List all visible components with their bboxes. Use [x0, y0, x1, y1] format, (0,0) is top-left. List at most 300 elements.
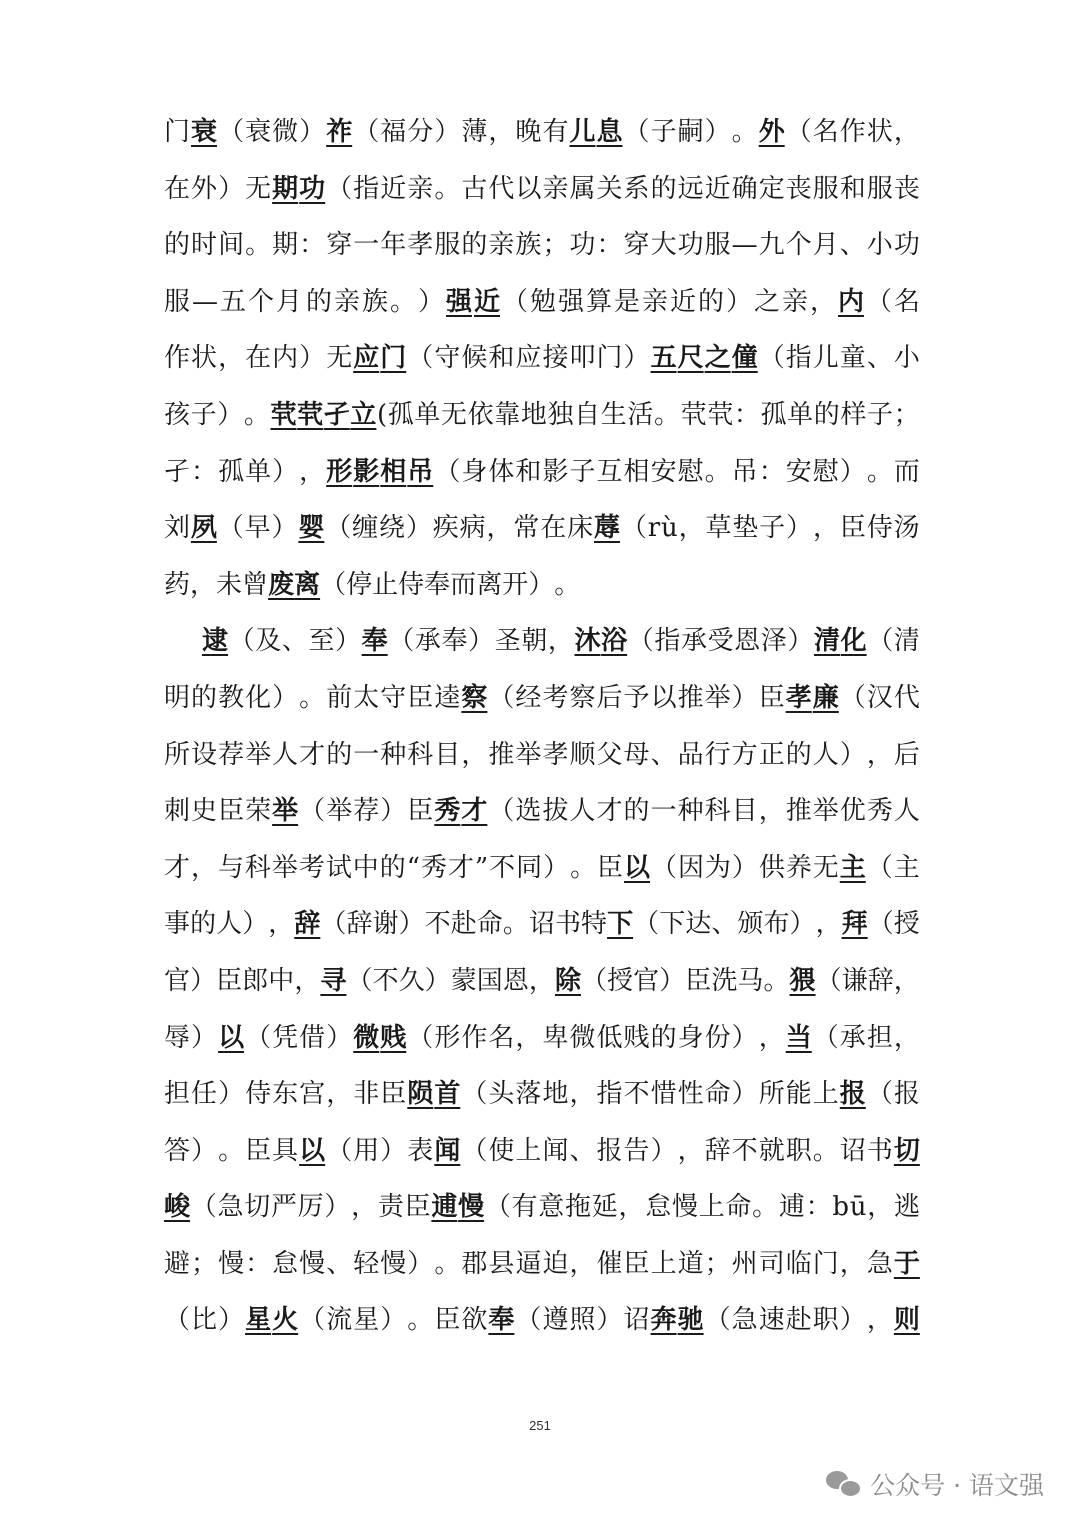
text-line [164, 1236, 920, 1293]
text-char: 卑 [542, 1022, 569, 1053]
text-char: ， [268, 909, 295, 940]
text-char: 延 [591, 1192, 618, 1223]
text-char: 人 [812, 739, 839, 770]
text-char: 所 [758, 1079, 785, 1110]
text-char: ： [733, 399, 760, 430]
text-char: ） [217, 399, 244, 430]
annotated-term-char: 孝 [785, 682, 812, 713]
text-char: 拖 [565, 1192, 592, 1223]
text-char: 行 [704, 739, 731, 770]
text-char: ） [299, 117, 326, 147]
text-char: 人 [569, 796, 596, 827]
text-char: 恩 [502, 965, 529, 996]
text-char: 性 [677, 1079, 704, 1110]
text-char: 近 [704, 173, 731, 204]
annotated-term-char: 逋 [431, 1192, 458, 1223]
annotated-term-char: 息 [596, 117, 623, 147]
text-char: （ [217, 513, 244, 544]
text-char: 月 [275, 286, 302, 317]
text-char: 微 [272, 117, 299, 147]
text-line [164, 1292, 920, 1349]
text-char: 的 [191, 682, 218, 713]
text-char: 形 [434, 1022, 461, 1053]
text-char: ： [299, 230, 326, 261]
text-char: （ [407, 1022, 434, 1053]
text-char: 以 [515, 173, 542, 204]
text-char: 。 [434, 173, 461, 204]
text-char: 外 [191, 173, 218, 204]
text-char: 上 [515, 1135, 542, 1166]
text-char: 。 [704, 456, 731, 487]
text-char: 侍 [245, 1079, 272, 1110]
text-char: 单 [787, 399, 814, 430]
text-char: 叩 [569, 343, 596, 374]
text-char: 间 [218, 230, 245, 261]
annotated-term-char: 峻 [164, 1192, 191, 1223]
text-char: ， [515, 1022, 542, 1053]
text-char: 身 [461, 456, 488, 487]
text-char: 臣 [407, 796, 434, 827]
text-char: 。 [554, 569, 581, 600]
text-char: 福 [380, 117, 407, 147]
text-char: ） [725, 286, 752, 317]
text-char: （ [581, 965, 608, 996]
text-char: 郡 [461, 1248, 488, 1279]
text-char: ） [731, 682, 758, 713]
text-char: 布 [763, 909, 790, 940]
text-char: ） [326, 1022, 353, 1053]
text-char: 功 [569, 230, 596, 261]
text-char: 之 [753, 286, 780, 317]
text-char: （ [299, 1305, 326, 1336]
text-char: 的 [785, 739, 812, 770]
text-char: （ [326, 173, 353, 204]
text-char: ： [245, 1248, 272, 1279]
text-char: 亲 [488, 230, 515, 261]
text-char: ， [815, 909, 842, 940]
text-char: 的 [650, 173, 677, 204]
text-char: （ [620, 513, 647, 544]
text-char: 拔 [542, 796, 569, 827]
text-char: 孤 [218, 456, 245, 487]
annotated-term-char: 蓐 [594, 513, 621, 544]
annotated-term-char: 茕 [270, 399, 297, 430]
text-char: 才 [447, 852, 474, 883]
watermark-text: 公众号 · 语文强 [870, 1471, 1044, 1500]
text-char: 书 [866, 1135, 893, 1166]
text-char: ， [528, 965, 555, 996]
text-char: ） [272, 682, 299, 713]
text-char: 而 [893, 456, 920, 487]
text-char: 具 [272, 1135, 299, 1166]
text-char: 。 [731, 117, 758, 147]
annotated-term-char: 下 [607, 909, 634, 940]
text-line [164, 274, 920, 331]
text-char: 辞 [704, 1135, 731, 1166]
text-char: 表 [407, 1135, 434, 1166]
text-char: 和 [488, 343, 515, 374]
text-line [164, 1123, 920, 1180]
text-char: 州 [731, 1248, 758, 1279]
text-char: 辞 [867, 965, 894, 996]
text-char: 服 [434, 230, 461, 261]
text-line [164, 670, 920, 727]
text-char: 九 [758, 230, 785, 261]
text-char: 诏 [528, 909, 555, 940]
text-char: 职 [812, 1305, 839, 1336]
text-char: （ [785, 117, 812, 147]
document-body-text [164, 104, 920, 1349]
text-char: （ [812, 1022, 839, 1053]
annotated-term-char: 才 [461, 796, 488, 827]
text-char: ， [813, 513, 840, 544]
text-char: ， [758, 1022, 785, 1053]
annotated-term-char: 奉 [488, 1305, 515, 1336]
text-char: 童 [839, 343, 866, 374]
text-char: （ [346, 965, 373, 996]
text-char: （ [388, 626, 415, 657]
text-char: 举 [704, 682, 731, 713]
text-char: 小 [893, 343, 920, 374]
text-char: 科 [407, 739, 434, 770]
text-char: 无 [441, 399, 468, 430]
annotated-term-char: 当 [785, 1022, 812, 1053]
text-char: （ [325, 513, 352, 544]
text-char: 名 [893, 286, 920, 317]
text-char: 慢 [299, 1248, 326, 1279]
text-char: 活 [627, 399, 654, 430]
text-char: 承 [680, 626, 707, 657]
text-char: 在 [164, 173, 191, 204]
text-char: 地 [520, 399, 547, 430]
text-char: ， [758, 796, 785, 827]
text-char: 丧 [893, 173, 920, 204]
text-char: ， [569, 1248, 596, 1279]
text-char: 举 [812, 796, 839, 827]
text-char: 常 [513, 513, 540, 544]
text-char: 安 [785, 456, 812, 487]
text-char: 不 [489, 852, 516, 883]
text-char: 一 [650, 796, 677, 827]
text-char: （ [228, 626, 255, 657]
annotated-term-char: 强 [445, 286, 472, 317]
text-char: 。 [654, 399, 681, 430]
text-char: 怠 [272, 1248, 299, 1279]
text-char: 。 [866, 456, 893, 487]
text-char: 迫 [542, 1248, 569, 1279]
text-char: 后 [893, 739, 920, 770]
annotated-term-char: 门 [380, 343, 407, 374]
text-char: 的 [697, 286, 724, 317]
text-char: 、 [569, 1135, 596, 1166]
text-char: 目 [731, 796, 758, 827]
text-char: ： [758, 456, 785, 487]
text-char: 目 [434, 739, 461, 770]
text-char: ） [218, 173, 245, 204]
text-char: 。 [763, 965, 790, 996]
text-char: 试 [325, 852, 352, 883]
text-line [164, 500, 920, 557]
text-char: 慰 [812, 456, 839, 487]
text-char: 受 [707, 626, 734, 657]
text-char: 无 [245, 173, 272, 204]
annotated-term-char: 陨 [407, 1079, 434, 1110]
text-char: 凭 [272, 1022, 299, 1053]
text-char: 门 [596, 343, 623, 374]
annotated-term-char: 内 [837, 286, 864, 317]
text-char: 关 [596, 173, 623, 204]
text-char: 欲 [461, 1305, 488, 1336]
text-char: ） [324, 1192, 351, 1223]
text-char: （ [623, 117, 650, 147]
text-char: 流 [326, 1305, 353, 1336]
text-char: 考 [542, 682, 569, 713]
annotated-term-char: 儿 [569, 117, 596, 147]
text-char: 的 [164, 230, 191, 261]
text-char: （ [488, 796, 515, 827]
text-char: 停 [346, 569, 373, 600]
text-char: 至 [308, 626, 335, 657]
text-char: 人 [893, 796, 920, 827]
text-char: ； [704, 1248, 731, 1279]
text-char: ） [468, 626, 495, 657]
text-char: 勉 [529, 286, 556, 317]
text-char: 在 [245, 343, 272, 374]
text-char: ） [218, 1079, 245, 1110]
text-char: 的 [623, 796, 650, 827]
text-char: 系 [623, 173, 650, 204]
wechat-icon [826, 1469, 862, 1499]
text-char: ） [839, 456, 866, 487]
text-char: 速 [758, 1305, 785, 1336]
text-char: 因 [677, 852, 704, 883]
text-char: ） [242, 909, 269, 940]
text-char: 头 [488, 1079, 515, 1110]
text-char: 恩 [734, 626, 761, 657]
text-char: 在 [540, 513, 567, 544]
text-char: ， [218, 343, 245, 374]
text-char: 臣 [623, 1248, 650, 1279]
text-char: 、 [650, 739, 677, 770]
text-char: 孝 [407, 230, 434, 261]
text-char: 亲 [333, 286, 360, 317]
text-char: ， [677, 1135, 704, 1166]
text-char: 母 [623, 739, 650, 770]
annotated-term-char: 夙 [190, 513, 217, 544]
text-char: ， [678, 513, 705, 544]
text-char: 化 [245, 682, 272, 713]
annotated-term-char: 离 [294, 569, 321, 600]
text-char: 任 [191, 1079, 218, 1110]
text-char: 、 [711, 909, 738, 940]
text-char: 守 [380, 682, 407, 713]
text-char: 五 [219, 286, 246, 317]
text-char: 前 [326, 682, 353, 713]
text-char: 荣 [245, 796, 272, 827]
text-char: 亲 [407, 173, 434, 204]
text-char: 小 [866, 230, 893, 261]
text-char: 臣 [758, 682, 785, 713]
annotated-term-char: 清 [814, 626, 841, 657]
watermark [826, 1466, 1044, 1502]
annotated-term-char: 火 [272, 1305, 299, 1336]
text-char: 借 [299, 1022, 326, 1053]
text-char: 县 [488, 1248, 515, 1279]
text-char: 分 [407, 117, 434, 147]
text-char: 达 [685, 909, 712, 940]
annotated-term-char: 闻 [434, 1135, 461, 1166]
annotated-term-char: 五 [650, 343, 677, 374]
text-char: ） [417, 286, 444, 317]
annotated-term-char: 微 [353, 1022, 380, 1053]
text-char: 候 [461, 343, 488, 374]
text-char: ） [218, 1305, 245, 1336]
annotated-term-char: 废 [268, 569, 295, 600]
text-char: ù [661, 513, 678, 544]
text-char: 曾 [242, 569, 269, 600]
text-char: 书 [554, 909, 581, 940]
text-line [164, 1179, 920, 1236]
text-char: ） [191, 1022, 218, 1053]
text-char: 责 [377, 1192, 404, 1223]
annotated-term-char: 拜 [841, 909, 868, 940]
text-char: 荐 [353, 796, 380, 827]
text-char: ， [893, 117, 920, 147]
text-char: 。 [218, 1135, 245, 1166]
annotated-term-char: 以 [624, 852, 651, 883]
text-char: 临 [785, 1248, 812, 1279]
text-char: ） [272, 456, 299, 487]
text-char: （ [407, 343, 434, 374]
text-char: 马 [737, 965, 764, 996]
text-char: 状 [191, 343, 218, 374]
text-char: ： [805, 1192, 832, 1223]
text-char: 清 [893, 626, 920, 657]
text-char: 命 [704, 1079, 731, 1110]
text-char: 代 [893, 682, 920, 713]
text-char: 服 [704, 230, 731, 261]
text-line [164, 217, 920, 274]
text-char: ， [839, 1248, 866, 1279]
text-char: 蒙 [450, 965, 477, 996]
text-char: 守 [434, 343, 461, 374]
text-char: 推 [677, 682, 704, 713]
text-char: 而 [450, 569, 477, 600]
text-char: ( [377, 399, 388, 430]
text-char: ） [191, 1135, 218, 1166]
text-char: 月 [812, 230, 839, 261]
annotated-term-char: 僮 [731, 343, 758, 374]
text-char: 汤 [893, 513, 920, 544]
text-char: 优 [839, 796, 866, 827]
text-char: 病 [459, 513, 486, 544]
text-char: 刘 [164, 513, 191, 544]
text-char: 代 [488, 173, 515, 204]
text-char: ， [461, 739, 488, 770]
text-char: 能 [785, 1079, 812, 1110]
text-char: 授 [893, 909, 920, 940]
text-char: 设 [191, 739, 218, 770]
text-char: 担 [866, 1022, 893, 1053]
text-char: 厉 [297, 1192, 324, 1223]
annotated-term-char: 应 [353, 343, 380, 374]
text-char: 侍 [866, 513, 893, 544]
text-char: 孤 [760, 399, 787, 430]
text-char: （ [501, 286, 528, 317]
annotated-term-char: 廉 [812, 682, 839, 713]
text-char: 无 [326, 343, 353, 374]
text-char: — [192, 286, 218, 317]
text-char: ） [271, 513, 298, 544]
text-char: 切 [244, 1192, 271, 1223]
text-line [164, 783, 920, 840]
text-char: 时 [191, 230, 218, 261]
text-char: ； [542, 230, 569, 261]
text-char: 指 [596, 1079, 623, 1110]
text-char: 互 [596, 456, 623, 487]
text-char: 察 [569, 682, 596, 713]
text-char: 靠 [494, 399, 521, 430]
text-char: 。 [570, 852, 597, 883]
annotated-term-char: 孑 [323, 399, 350, 430]
text-char: ” [474, 852, 489, 883]
text-char: 荐 [218, 739, 245, 770]
text-char: 状 [866, 117, 893, 147]
text-char: 子 [759, 513, 786, 544]
text-char: 的 [190, 909, 217, 940]
text-char: 嗣 [677, 117, 704, 147]
text-char: 作 [839, 117, 866, 147]
text-line [164, 330, 920, 387]
text-char: ） [380, 796, 407, 827]
text-char: ） [335, 626, 362, 657]
text-char: 赴 [450, 909, 477, 940]
annotated-term-char: 衰 [191, 117, 218, 147]
text-char: 离 [476, 569, 503, 600]
text-char: 孩 [164, 399, 191, 430]
text-char: 绕 [379, 513, 406, 544]
text-char: 闻 [542, 1135, 569, 1166]
text-char: （ [815, 965, 842, 996]
annotated-term-char: 形 [326, 456, 353, 487]
text-char: 辞 [346, 909, 373, 940]
text-char: （ [434, 456, 461, 487]
text-char: 服 [164, 286, 191, 317]
text-char: 族 [515, 230, 542, 261]
text-char: 子 [190, 399, 217, 430]
text-char: 父 [596, 739, 623, 770]
text-char: 缠 [352, 513, 379, 544]
text-line [164, 444, 920, 501]
text-char: 臣 [218, 796, 245, 827]
text-char: ， [618, 1192, 645, 1223]
annotated-term-char: 茕 [297, 399, 324, 430]
text-char: 教 [218, 682, 245, 713]
text-char: 为 [704, 852, 731, 883]
text-char: 命 [725, 1192, 752, 1223]
annotated-term-char: 吊 [407, 456, 434, 487]
text-char: 泽 [760, 626, 787, 657]
annotated-term-char: 沐 [574, 626, 601, 657]
text-char: 予 [623, 682, 650, 713]
annotated-term-char: 婴 [298, 513, 325, 544]
text-char: ， [893, 1022, 920, 1053]
text-char: 秀 [420, 852, 447, 883]
text-char: 担 [164, 1079, 191, 1110]
annotated-term-char: 奔 [650, 1305, 677, 1336]
text-char: 。 [389, 286, 416, 317]
text-char: 星 [353, 1305, 380, 1336]
